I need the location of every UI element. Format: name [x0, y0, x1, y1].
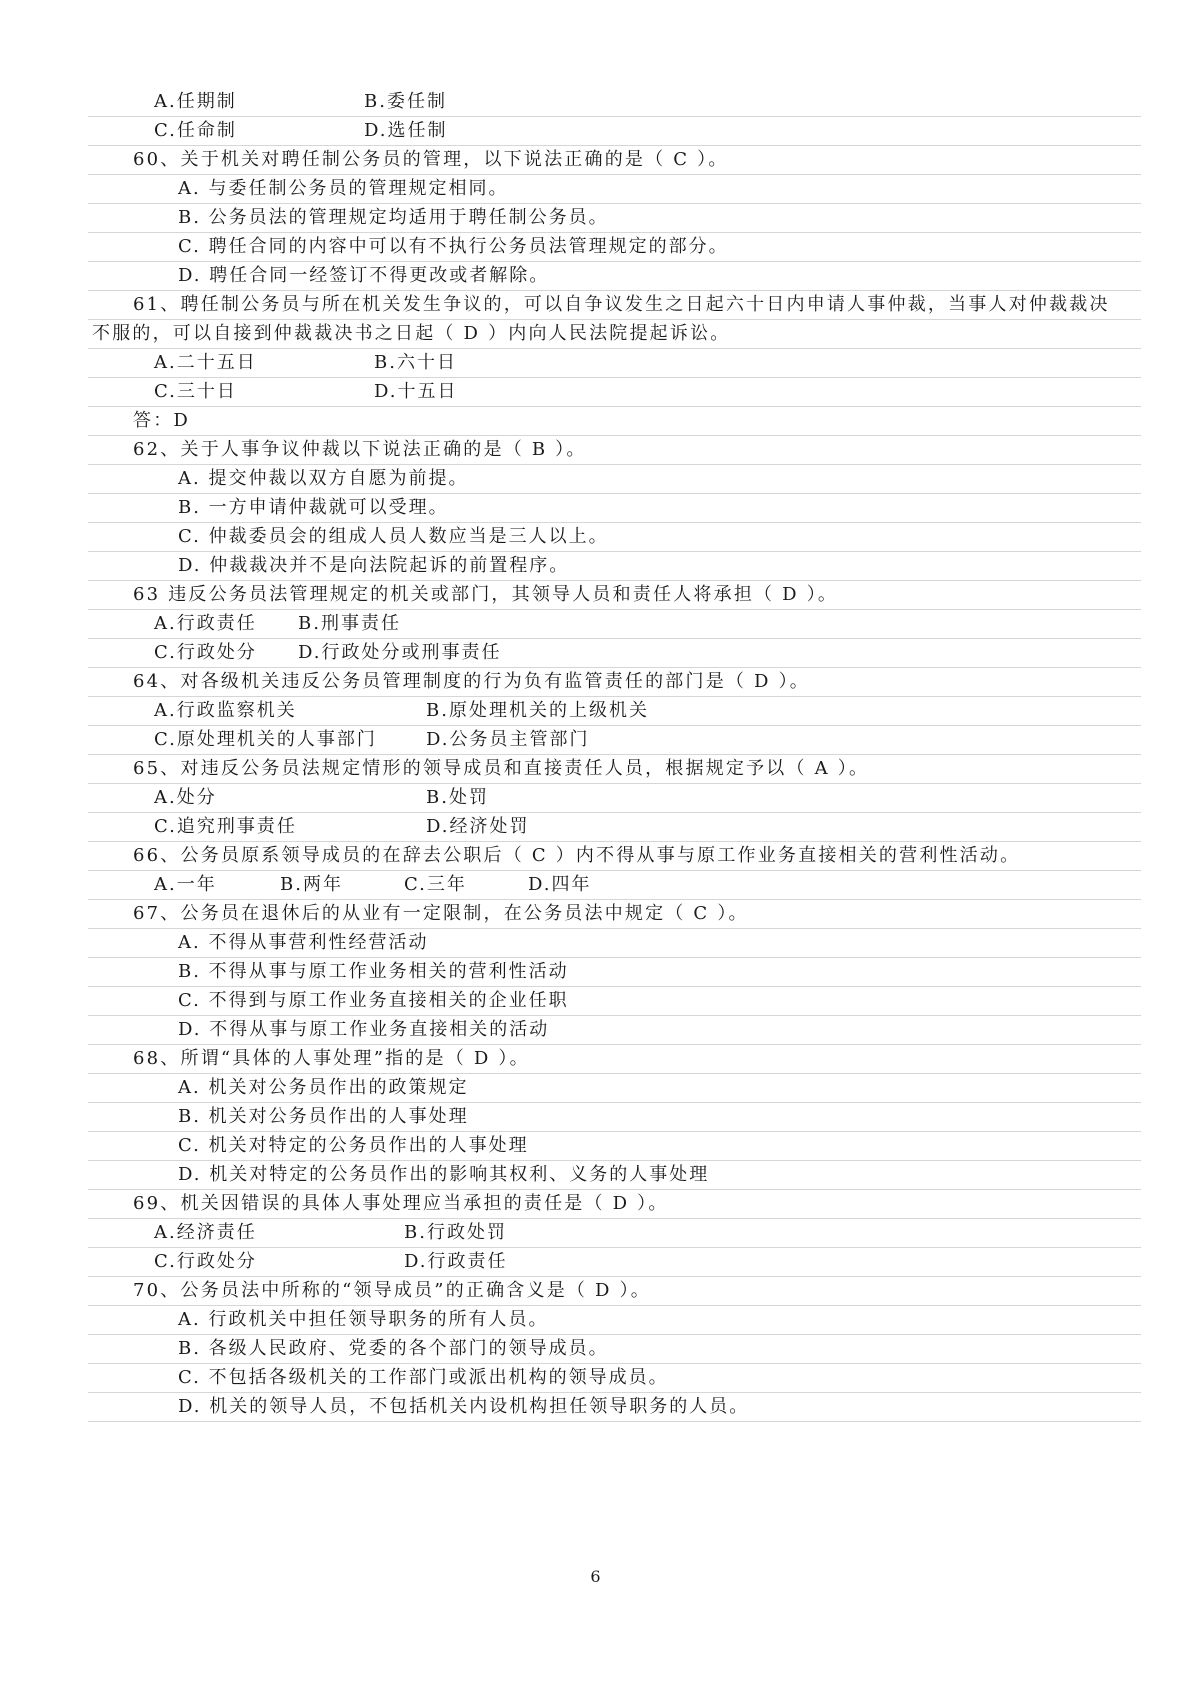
question-text: 64、对各级机关违反公务员管理制度的行为负有监管责任的部门是（ D ）。	[133, 671, 810, 692]
line-separator	[88, 1421, 1141, 1422]
option-text: C.三年	[404, 874, 467, 895]
option-text: A. 不得从事营利性经营活动	[178, 932, 429, 953]
question-text: 68、所谓“具体的人事处理”指的是（ D ）。	[133, 1048, 530, 1069]
question-text: 69、机关因错误的具体人事处理应当承担的责任是（ D ）。	[133, 1193, 669, 1214]
question-line	[0, 318, 1191, 349]
option-text: B. 机关对公务员作出的人事处理	[178, 1106, 469, 1127]
question-text: 60、关于机关对聘任制公务员的管理，以下说法正确的是（ C ）。	[133, 149, 729, 170]
option-line	[0, 1072, 1191, 1103]
question-line	[0, 144, 1191, 175]
option-text: C.行政处分	[154, 1251, 257, 1272]
option-line	[0, 1130, 1191, 1161]
option-line	[0, 521, 1191, 552]
option-text: A.处分	[154, 787, 217, 808]
option-line	[0, 637, 1191, 668]
question-text: 答：D	[133, 410, 191, 431]
option-text: D.公务员主管部门	[426, 729, 590, 750]
option-text: C. 聘任合同的内容中可以有不执行公务员法管理规定的部分。	[178, 236, 729, 257]
option-line	[0, 1391, 1191, 1422]
option-text: B.处罚	[426, 787, 489, 808]
option-line	[0, 173, 1191, 204]
option-line	[0, 1333, 1191, 1364]
option-text: C.行政处分	[154, 642, 257, 663]
option-text: B. 公务员法的管理规定均适用于聘任制公务员。	[178, 207, 609, 228]
option-text: B.委任制	[364, 91, 447, 112]
option-text: D. 机关的领导人员，不包括机关内设机构担任领导职务的人员。	[178, 1396, 750, 1417]
question-text: 67、公务员在退休后的从业有一定限制，在公务员法中规定（ C ）。	[133, 903, 749, 924]
option-text: A.一年	[154, 874, 217, 895]
option-line	[0, 724, 1191, 755]
option-line	[0, 1246, 1191, 1277]
question-text: 不服的，可以自接到仲裁裁决书之日起（ D ）内向人民法院提起诉讼。	[92, 323, 731, 344]
option-text: A. 机关对公务员作出的政策规定	[178, 1077, 469, 1098]
option-text: D. 机关对特定的公务员作出的影响其权利、义务的人事处理	[178, 1164, 710, 1185]
option-line	[0, 202, 1191, 233]
option-line	[0, 86, 1191, 117]
option-text: D.行政处分或刑事责任	[298, 642, 502, 663]
question-line	[0, 1188, 1191, 1219]
question-text: 66、公务员原系领导成员的在辞去公职后（ C ）内不得从事与原工作业务直接相关的营利性活动。	[133, 845, 1021, 866]
question-line	[0, 434, 1191, 465]
option-line	[0, 956, 1191, 987]
option-text: B.六十日	[374, 352, 457, 373]
option-text: A.二十五日	[154, 352, 257, 373]
option-text: C. 仲裁委员会的组成人员人数应当是三人以上。	[178, 526, 609, 547]
question-text: 70、公务员法中所称的“领导成员”的正确含义是（ D ）。	[133, 1280, 651, 1301]
option-text: B. 不得从事与原工作业务相关的营利性活动	[178, 961, 569, 982]
option-text: B.两年	[280, 874, 343, 895]
option-text: B. 各级人民政府、党委的各个部门的领导成员。	[178, 1338, 609, 1359]
option-text: B.刑事责任	[298, 613, 401, 634]
option-text: A.经济责任	[154, 1222, 257, 1243]
option-text: C.追究刑事责任	[154, 816, 297, 837]
question-line	[0, 1275, 1191, 1306]
option-line	[0, 1304, 1191, 1335]
option-text: A. 与委任制公务员的管理规定相同。	[178, 178, 509, 199]
option-line	[0, 695, 1191, 726]
question-line	[0, 753, 1191, 784]
option-line	[0, 1159, 1191, 1190]
option-line	[0, 550, 1191, 581]
option-text: C. 不包括各级机关的工作部门或派出机构的领导成员。	[178, 1367, 669, 1388]
option-text: D. 仲裁裁决并不是向法院起诉的前置程序。	[178, 555, 570, 576]
question-line	[0, 840, 1191, 871]
option-text: D.四年	[528, 874, 592, 895]
question-text: 62、关于人事争议仲裁以下说法正确的是（ B ）。	[133, 439, 587, 460]
question-text: 65、对违反公务员法规定情形的领导成员和直接责任人员，根据规定予以（ A ）。	[133, 758, 870, 779]
option-text: C. 机关对特定的公务员作出的人事处理	[178, 1135, 529, 1156]
option-text: A.任期制	[154, 91, 237, 112]
option-line	[0, 376, 1191, 407]
option-text: D. 不得从事与原工作业务直接相关的活动	[178, 1019, 550, 1040]
option-line	[0, 782, 1191, 813]
option-text: A. 提交仲裁以双方自愿为前提。	[178, 468, 469, 489]
option-line	[0, 231, 1191, 262]
option-text: D.选任制	[364, 120, 448, 141]
option-text: A.行政责任	[154, 613, 257, 634]
option-line	[0, 1014, 1191, 1045]
question-line	[0, 579, 1191, 610]
option-line	[0, 115, 1191, 146]
option-text: B. 一方申请仲裁就可以受理。	[178, 497, 449, 518]
option-text: B.原处理机关的上级机关	[426, 700, 649, 721]
option-text: D. 聘任合同一经签订不得更改或者解除。	[178, 265, 550, 286]
question-text: 63 违反公务员法管理规定的机关或部门，其领导人员和责任人将承担（ D ）。	[133, 584, 839, 605]
option-text: C. 不得到与原工作业务直接相关的企业任职	[178, 990, 569, 1011]
option-text: D.行政责任	[404, 1251, 508, 1272]
question-line	[0, 898, 1191, 929]
option-line	[0, 985, 1191, 1016]
option-line	[0, 608, 1191, 639]
option-line	[0, 927, 1191, 958]
option-line	[0, 1101, 1191, 1132]
option-line	[0, 463, 1191, 494]
option-text: C.原处理机关的人事部门	[154, 729, 377, 750]
option-text: C.三十日	[154, 381, 237, 402]
option-text: B.行政处罚	[404, 1222, 507, 1243]
option-line	[0, 1217, 1191, 1248]
question-text: 61、聘任制公务员与所在机关发生争议的，可以自争议发生之日起六十日内申请人事仲裁，当事人对仲裁裁决	[133, 294, 1110, 315]
page-number: 6	[590, 1567, 601, 1586]
option-text: A.行政监察机关	[154, 700, 297, 721]
option-text: D.十五日	[374, 381, 458, 402]
question-line	[0, 1043, 1191, 1074]
option-line	[0, 1362, 1191, 1393]
question-line	[0, 289, 1191, 320]
question-line	[0, 666, 1191, 697]
question-line	[0, 405, 1191, 436]
option-line	[0, 260, 1191, 291]
option-line	[0, 492, 1191, 523]
option-line	[0, 869, 1191, 900]
option-text: A. 行政机关中担任领导职务的所有人员。	[178, 1309, 549, 1330]
option-text: C.任命制	[154, 120, 237, 141]
option-text: D.经济处罚	[426, 816, 530, 837]
option-line	[0, 347, 1191, 378]
option-line	[0, 811, 1191, 842]
